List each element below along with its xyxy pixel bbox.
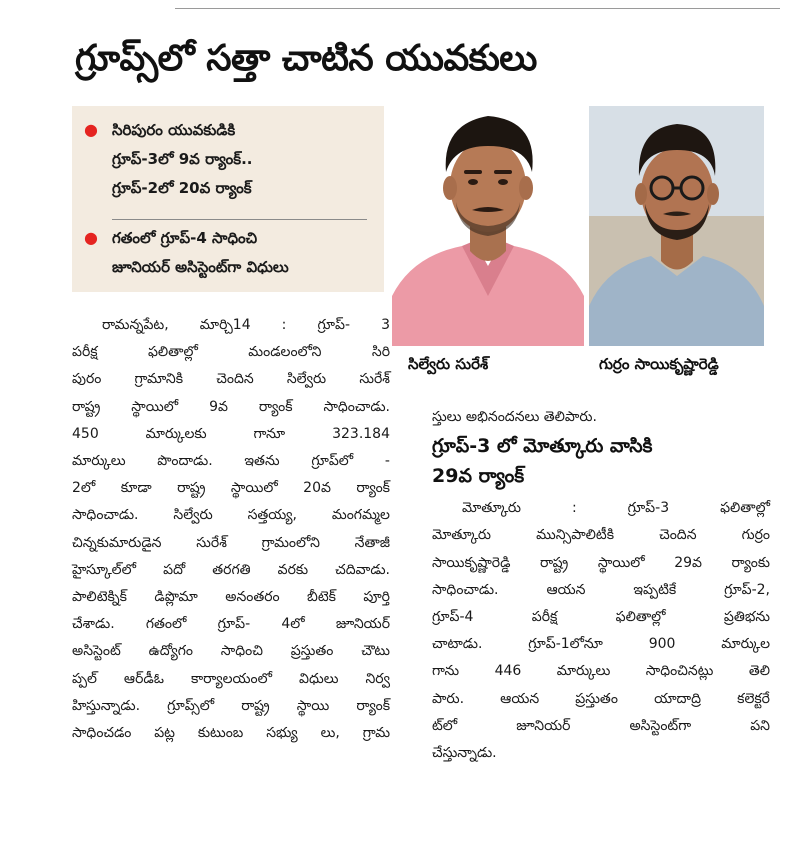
subheadline: 29వ ర్యాంక్: [432, 465, 525, 488]
article-line: పురం గ్రామానికి చెందిన సిల్వేరు సురేశ్: [72, 371, 390, 388]
portrait-suresh: [392, 106, 584, 346]
highlight-line: జూనియర్ అసిస్టెంట్‌గా విధులు: [112, 258, 289, 276]
highlights-box: [72, 106, 384, 292]
article-line: సాధించాడు. ఆయన ఇప్పటికే గ్రూప్-2,: [432, 581, 770, 598]
article-line: ట్‌లో జూనియర్ అసిస్టెంట్‌గా పని: [432, 717, 770, 734]
article-line: హైస్కూల్‌లో పదో తరగతి వరకు చదివాడు.: [72, 561, 390, 578]
article-line: పాలిటెక్నిక్ డిప్లొమా అనంతరం బీటెక్ పూర్తి: [72, 589, 390, 606]
top-rule: [175, 8, 780, 9]
article-line: ప్పల్ ఆర్‌డీఓ కార్యాలయంలో విధులు నిర్వ: [72, 670, 390, 687]
portrait-saikrishna: [589, 106, 764, 346]
highlight-line: గ్రూప్-3లో 9వ ర్యాంక్..: [112, 150, 253, 168]
article-line: రామన్నపేట, మార్చి14 : గ్రూప్- 3: [102, 317, 390, 333]
highlight-line: గ్రూప్-2లో 20వ ర్యాంక్: [112, 179, 252, 197]
article-line: చాటాడు. గ్రూప్-1లోనూ 900 మార్కుల: [432, 636, 770, 653]
article-continuation: స్తులు అభినందనలు తెలిపారు.: [432, 409, 597, 425]
article-line: మోత్కూరు : గ్రూప్-3 ఫలితాల్లో: [462, 500, 770, 517]
article-line: అసిస్టెంట్ ఉద్యోగం సాధించి ప్రస్తుతం చౌటు: [72, 643, 390, 660]
article-line: గ్రూప్-4 పరీక్ష ఫలితాల్లో ప్రతిభను: [432, 609, 770, 626]
article-line: సాధించడం పట్ల కుటుంబ సభ్యు లు, గ్రామ: [72, 725, 390, 742]
article-line: హిస్తున్నాడు. గ్రూప్స్‌లో రాష్ట్ర స్థాయి ర్యాంక్: [72, 697, 390, 714]
article-left-column: [72, 312, 390, 747]
highlight-item: [84, 116, 253, 203]
bullet-dot-icon: ●: [84, 120, 98, 139]
article-right-column: [432, 404, 770, 767]
subheadline: గ్రూప్-3 లో మోత్కూరు వాసికి: [432, 435, 653, 458]
highlight-line: గతంలో గ్రూప్-4 సాధించి: [112, 229, 258, 247]
article-line: సాధించాడు. సిల్వేరు సత్తయ్య, మంగమ్మల: [72, 507, 390, 524]
article-line: చిన్నకుమారుడైన సురేశ్ గ్రామంలోని నేతాజీ: [72, 534, 390, 551]
photo-saikrishna: [589, 106, 764, 346]
highlight-item: [84, 224, 289, 282]
photo-caption-suresh: సిల్వేరు సురేశ్: [408, 355, 489, 373]
article-line: పారు. ఆయన ప్రస్తుతం యాదాద్రి కలెక్టరే: [432, 690, 770, 707]
article-line: పరీక్ష ఫలితాల్లో మండలంలోని సిరి: [72, 344, 390, 361]
article-line: గాను 446 మార్కులు సాధించినట్లు తెలి: [432, 663, 770, 680]
highlight-line: సిరిపురం యువకుడికి: [112, 121, 236, 139]
article-line: 2లో కూడా రాష్ట్ర స్థాయిలో 20వ ర్యాంక్: [72, 480, 390, 497]
article-line: రాష్ట్ర స్థాయిలో 9వ ర్యాంక్ సాధించాడు.: [72, 398, 390, 415]
headline: గ్రూప్స్‌లో సత్తా చాటిన యువకులు: [75, 38, 537, 79]
photo-suresh: [392, 106, 584, 346]
article-line: చేస్తున్నాడు.: [432, 745, 497, 762]
bullet-dot-icon: ●: [84, 228, 98, 247]
photo-caption-saikrishna: గుర్రం సాయికృష్ణారెడ్డి: [599, 355, 719, 373]
article-line: మార్కులు పొందాడు. ఇతను గ్రూప్‌లో -: [72, 453, 390, 470]
article-line: మోత్కూరు మున్సిపాలిటీకి చెందిన గుర్రం: [432, 527, 770, 544]
article-line: చేశాడు. గతంలో గ్రూప్- 4లో జూనియర్: [72, 616, 390, 633]
article-line: సాయికృష్ణారెడ్డి రాష్ట్ర స్థాయిలో 29వ ర్యాంకు: [432, 554, 770, 571]
article-line: 450 మార్కులకు గానూ 323.184: [72, 425, 390, 442]
highlight-divider: [112, 219, 367, 220]
